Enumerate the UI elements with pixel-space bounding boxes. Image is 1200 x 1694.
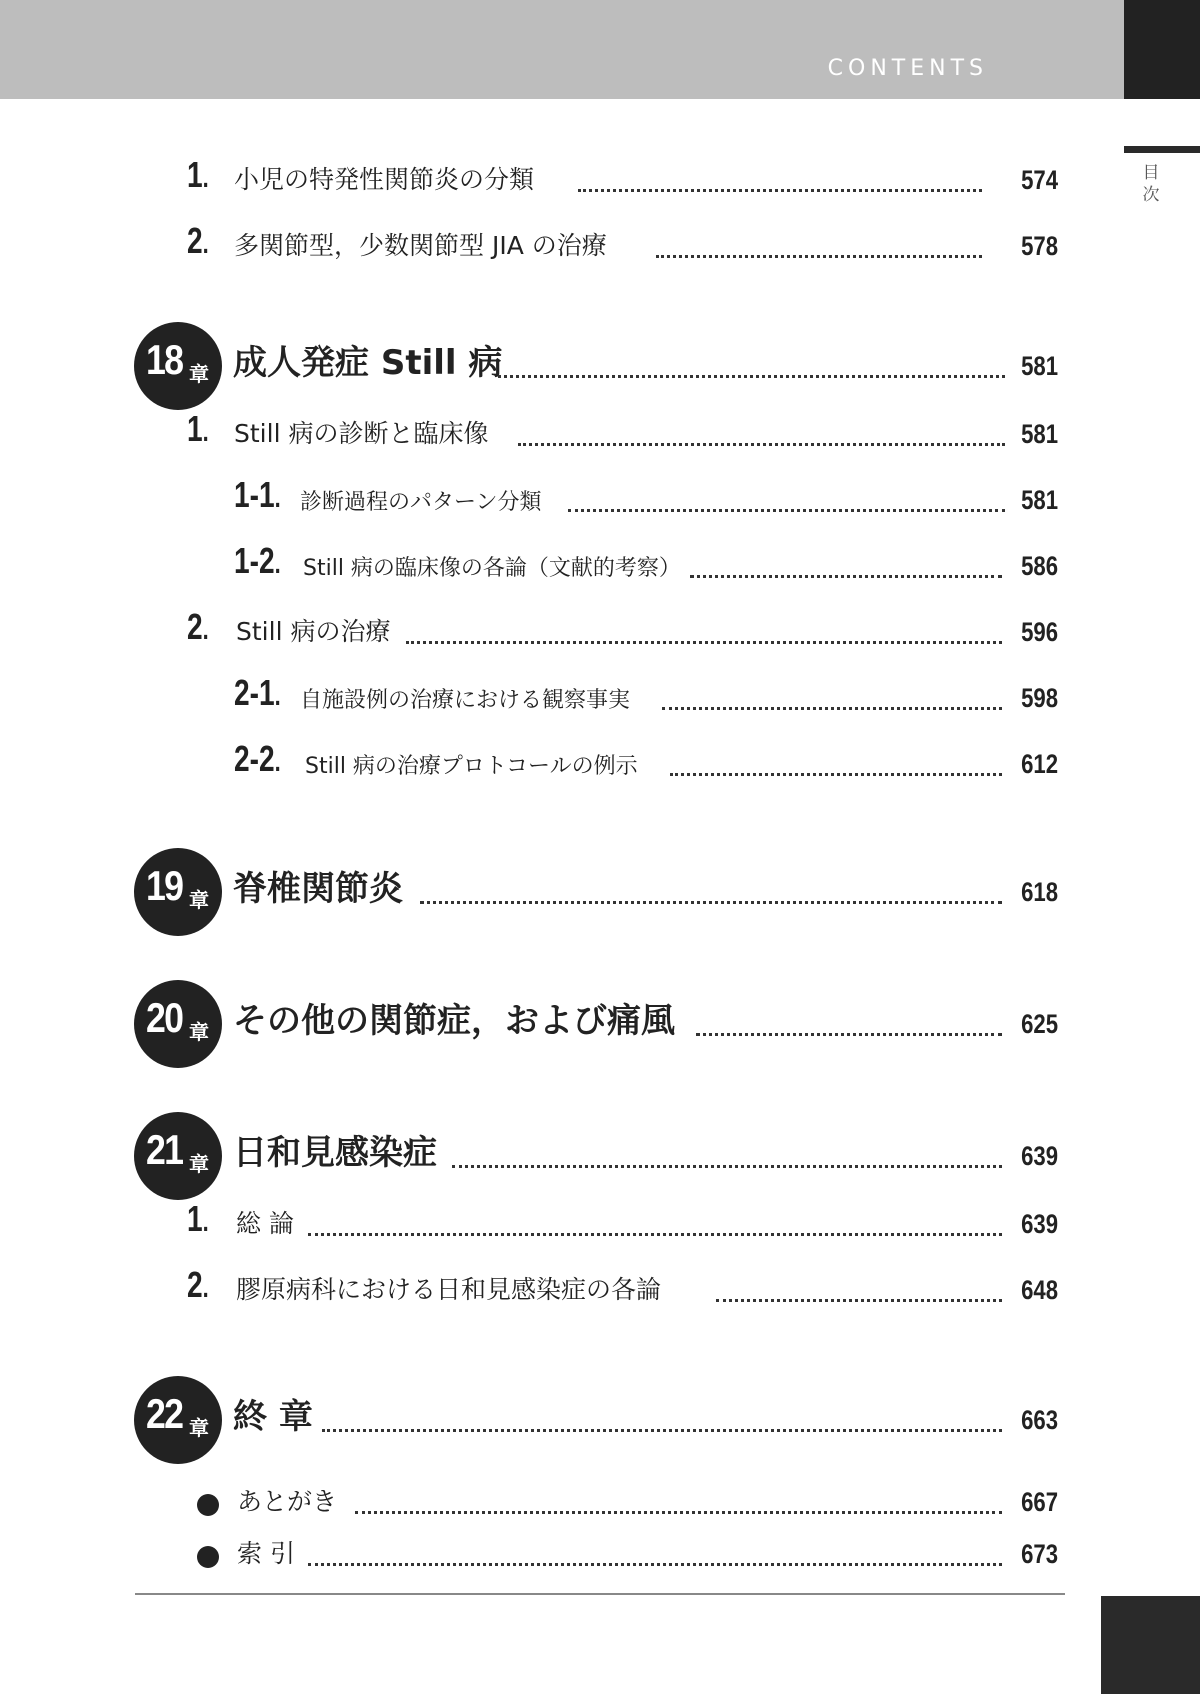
toc-entry-chapter[interactable]: [0, 1126, 1200, 1186]
toc-entry-section[interactable]: [0, 150, 1200, 210]
chapter-unit: 章: [189, 362, 209, 386]
chapter-number: 20: [146, 994, 183, 1041]
dot-leader: [656, 255, 982, 258]
entry-title: 総 論: [236, 1209, 294, 1238]
chapter-title: 成人発症 Still 病: [233, 343, 503, 383]
toc-entry-section[interactable]: [0, 1194, 1200, 1254]
toc-entry-section[interactable]: [0, 404, 1200, 464]
dot-leader: [406, 641, 1002, 644]
chapter-title: 日和見感染症: [233, 1133, 437, 1173]
chapter-unit: 章: [189, 1416, 209, 1440]
page-number: 639: [1021, 1209, 1058, 1239]
page-number: 639: [1021, 1141, 1058, 1171]
dot-leader: [690, 575, 1002, 578]
page-number: 625: [1021, 1009, 1058, 1039]
dot-leader: [670, 773, 1002, 776]
chapter-number: 18: [146, 336, 183, 383]
entry-title: Still 病の治療: [236, 617, 391, 646]
chapter-number: 21: [146, 1126, 183, 1173]
toc-entry-chapter[interactable]: [0, 336, 1200, 396]
section-number: 2.: [187, 220, 209, 261]
chapter-title: 脊椎関節炎: [233, 869, 403, 909]
dot-leader: [578, 189, 982, 192]
chapter-badge: [134, 980, 222, 1068]
page-number: 667: [1021, 1487, 1058, 1517]
dot-leader: [498, 375, 1005, 378]
dot-leader: [568, 509, 1005, 512]
page-number: 581: [1021, 419, 1058, 449]
subsection-number: 2-2.: [234, 738, 281, 779]
page-number: 618: [1021, 877, 1058, 907]
side-label: 目 次: [1142, 163, 1160, 205]
header-title: CONTENTS: [827, 56, 988, 81]
toc-entry-subsection[interactable]: [0, 668, 1200, 728]
dot-leader: [452, 1165, 1002, 1168]
section-number: 1.: [187, 154, 209, 195]
entry-title: 診断過程のパターン分類: [300, 490, 542, 515]
dot-leader: [662, 707, 1002, 710]
chapter-unit: 章: [189, 1020, 209, 1044]
footer-rule: [135, 1593, 1065, 1595]
section-number: 1.: [187, 1198, 209, 1239]
dot-leader: [716, 1299, 1002, 1302]
page-number: 648: [1021, 1275, 1058, 1305]
dot-leader: [518, 443, 1005, 446]
dot-leader: [308, 1563, 1002, 1566]
section-number: 1.: [187, 408, 209, 449]
toc-entry-bullet[interactable]: [0, 1524, 1200, 1584]
section-number: 2.: [187, 606, 209, 647]
chapter-title: 終 章: [233, 1397, 313, 1437]
dot-leader: [355, 1511, 1002, 1514]
toc-entry-subsection[interactable]: [0, 536, 1200, 596]
dot-leader: [696, 1033, 1002, 1036]
page-number: 673: [1021, 1539, 1058, 1569]
toc-entry-subsection[interactable]: [0, 470, 1200, 530]
chapter-number: 19: [146, 862, 183, 909]
chapter-badge: [134, 322, 222, 410]
toc-entry-section[interactable]: [0, 1260, 1200, 1320]
page-number: 598: [1021, 683, 1058, 713]
chapter-badge: [134, 1376, 222, 1464]
dot-leader: [322, 1429, 1002, 1432]
chapter-title: その他の関節症，および痛風: [233, 1001, 675, 1041]
toc-entry-chapter[interactable]: [0, 994, 1200, 1054]
toc-entry-chapter[interactable]: [0, 862, 1200, 922]
page-number: 578: [1021, 231, 1058, 261]
header-bar: [0, 0, 1124, 99]
corner-foot: [1101, 1596, 1200, 1694]
entry-title: Still 病の診断と臨床像: [234, 419, 489, 448]
page-number: 581: [1021, 485, 1058, 515]
toc-entry-section[interactable]: [0, 602, 1200, 662]
page-number: 586: [1021, 551, 1058, 581]
toc-entry-bullet[interactable]: [0, 1472, 1200, 1532]
page-number: 612: [1021, 749, 1058, 779]
subsection-number: 1-2.: [234, 540, 281, 581]
entry-title: 小児の特発性関節炎の分類: [234, 165, 535, 194]
dot-leader: [308, 1233, 1002, 1236]
dot-leader: [420, 901, 1002, 904]
entry-title: 索 引: [237, 1539, 295, 1568]
page-number: 663: [1021, 1405, 1058, 1435]
toc-entry-subsection[interactable]: [0, 734, 1200, 794]
chapter-badge: [134, 848, 222, 936]
chapter-unit: 章: [189, 1152, 209, 1176]
subsection-number: 1-1.: [234, 474, 281, 515]
chapter-unit: 章: [189, 888, 209, 912]
entry-title: Still 病の臨床像の各論（文献的考察）: [303, 556, 681, 581]
page-number: 581: [1021, 351, 1058, 381]
chapter-badge: [134, 1112, 222, 1200]
toc-entry-chapter[interactable]: [0, 1390, 1200, 1450]
bullet-icon: [197, 1494, 219, 1516]
chapter-number: 22: [146, 1390, 183, 1437]
page-number: 574: [1021, 165, 1058, 195]
bullet-icon: [197, 1546, 219, 1568]
entry-title: 自施設例の治療における観察事実: [300, 688, 631, 713]
toc-entry-section[interactable]: [0, 216, 1200, 276]
entry-title: 膠原病科における日和見感染症の各論: [236, 1275, 662, 1304]
entry-title: Still 病の治療プロトコールの例示: [305, 754, 638, 779]
section-number: 2.: [187, 1264, 209, 1305]
page-number: 596: [1021, 617, 1058, 647]
entry-title: 多関節型，少数関節型 JIA の治療: [234, 231, 607, 260]
corner-tab: [1124, 0, 1200, 99]
entry-title: あとがき: [237, 1487, 338, 1516]
subsection-number: 2-1.: [234, 672, 281, 713]
